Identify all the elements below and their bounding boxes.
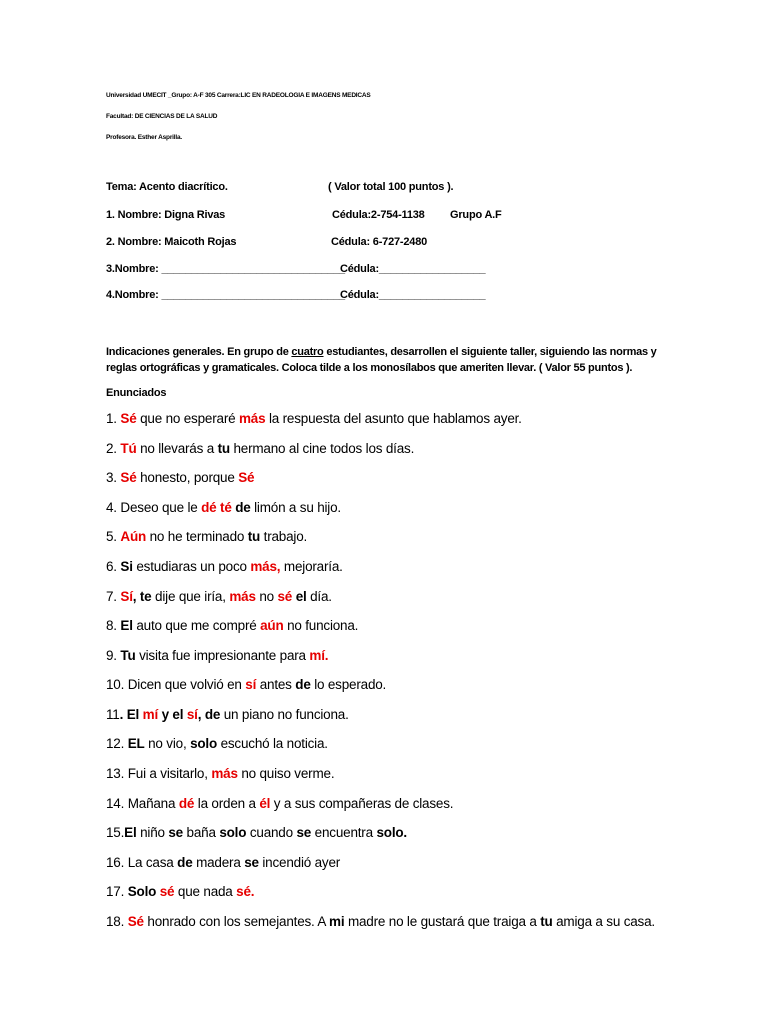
item-answer: más <box>238 411 266 426</box>
exercise-item-6 <box>106 559 343 574</box>
valor-total: ( Valor total 100 puntos ). <box>328 181 454 193</box>
item-answer: El <box>124 825 137 840</box>
item-answer: Sé <box>127 914 144 929</box>
item-text: escuchó la noticia. <box>217 736 328 751</box>
item-answer: Tú <box>120 441 137 456</box>
item-text: la respuesta del asunto que hablamos ayer. <box>265 411 522 426</box>
item-text: baña <box>182 825 220 840</box>
item-text: 18. <box>106 914 128 929</box>
item-text: mejoraría. <box>280 559 343 574</box>
item-text: encuentra <box>311 825 377 840</box>
item-answer: dé té <box>201 500 232 515</box>
item-text: 12. <box>106 736 128 751</box>
item-answer: EL <box>127 736 145 751</box>
item-text: 17. <box>106 884 128 899</box>
exercise-item-16 <box>106 855 340 870</box>
exercise-item-2 <box>106 441 414 456</box>
exercise-item-13 <box>106 766 334 781</box>
item-answer: solo. <box>376 825 407 840</box>
item-text: 16. La casa <box>106 855 178 870</box>
item-answer: Tu <box>120 648 136 663</box>
item-answer: solo <box>190 736 218 751</box>
item-text: no he terminado <box>146 529 248 544</box>
item-text: no funciona. <box>283 618 359 633</box>
indications-text-2: estudiantes, desarrollen el siguiente taller, siguiendo las normas y reglas ortográficas y gramaticales. Coloca tilde a los monosílabos que ameriten llevar. ( Valor 55 puntos ). <box>106 346 657 374</box>
item-text: , <box>197 707 205 722</box>
item-answer: El <box>120 618 133 633</box>
item-answer: de <box>235 500 251 515</box>
item-text: 4. Deseo que le <box>106 500 202 515</box>
item-text: no quiso verme. <box>237 766 335 781</box>
item-answer: tu <box>217 441 230 456</box>
student-3-cedula: Cédula:__________________ <box>340 263 486 275</box>
exercise-item-1 <box>106 411 522 426</box>
item-text: un piano no funciona. <box>220 707 349 722</box>
student-2-name: 2. Nombre: Maicoth Rojas <box>106 236 237 248</box>
item-answer: mí <box>142 707 159 722</box>
item-text: día. <box>306 589 332 604</box>
exercise-item-9 <box>106 648 328 663</box>
item-answer: el <box>295 589 307 604</box>
item-answer: Aún <box>120 529 147 544</box>
item-text: que no esperaré <box>136 411 239 426</box>
item-answer: aún <box>260 618 284 633</box>
item-answer: Sé <box>120 470 137 485</box>
item-answer: Sí <box>120 589 133 604</box>
item-text: cuando <box>246 825 297 840</box>
student-2-cedula: Cédula: 6-727-2480 <box>331 236 428 248</box>
item-text: lo esperado. <box>310 677 387 692</box>
item-text: honesto, porque <box>136 470 239 485</box>
header-university: Universidad UMECIT _Grupo: A-F 305 Carrera:LIC EN RADEOLOGIA E IMAGENS MEDICAS <box>106 92 371 99</box>
indications-text: Indicaciones generales. En grupo de <box>106 346 292 358</box>
item-text: 5. <box>106 529 121 544</box>
item-answer: Solo <box>127 884 157 899</box>
item-text: trabajo. <box>260 529 308 544</box>
item-answer: mí. <box>309 648 329 663</box>
exercise-item-10 <box>106 677 386 692</box>
exercise-item-17 <box>106 884 254 899</box>
student-1-name: 1. Nombre: Digna Rivas <box>106 209 226 221</box>
item-text: hermano al cine todos los días. <box>229 441 415 456</box>
exercise-item-4 <box>106 500 341 515</box>
item-answer: se <box>296 825 312 840</box>
item-answer: Sé <box>238 470 255 485</box>
item-answer: solo <box>219 825 247 840</box>
item-text: niño <box>136 825 169 840</box>
item-text: incendió ayer <box>258 855 341 870</box>
exercise-item-8 <box>106 618 358 633</box>
item-text: la orden a <box>194 796 260 811</box>
item-answer: él <box>259 796 271 811</box>
exercise-item-18 <box>106 914 655 929</box>
item-text: antes <box>256 677 296 692</box>
item-answer: más <box>229 589 256 604</box>
item-text: madera <box>192 855 245 870</box>
item-answer: te <box>139 589 152 604</box>
item-text: 8. <box>106 618 121 633</box>
item-answer: dé <box>178 796 195 811</box>
item-answer: sé <box>277 589 293 604</box>
item-answer: sí <box>186 707 198 722</box>
item-text: 10. Dicen que volvió en <box>106 677 246 692</box>
general-indications <box>106 344 666 376</box>
item-text: honrado con los semejantes. A <box>143 914 330 929</box>
exercise-item-15 <box>106 825 407 840</box>
item-text: y a sus compañeras de clases. <box>270 796 454 811</box>
exercise-item-12 <box>106 736 328 751</box>
indications-underlined: cuatro <box>291 346 324 358</box>
header-faculty: Facultad: DE CIENCIAS DE LA SALUD <box>106 113 218 120</box>
item-answer: Sé <box>120 411 137 426</box>
item-text: 11 <box>106 707 120 722</box>
exercise-item-14 <box>106 796 453 811</box>
exercise-item-11 <box>106 707 349 722</box>
item-answer: se <box>168 825 183 840</box>
item-text: amiga a su casa. <box>552 914 655 929</box>
exercise-item-3 <box>106 470 254 485</box>
item-answer: tu <box>540 914 553 929</box>
item-text: 1. <box>106 411 121 426</box>
item-text: visita fue impresionante para <box>135 648 310 663</box>
item-answer: de <box>177 855 193 870</box>
item-text: 9. <box>106 648 121 663</box>
item-text: madre no le gustará que traiga a <box>344 914 541 929</box>
item-answer: sé <box>159 884 175 899</box>
item-text: 6. <box>106 559 121 574</box>
student-4-name: 4.Nombre: _______________________________ <box>106 289 345 301</box>
student-1-grupo: Grupo A.F <box>450 209 502 221</box>
item-text: no llevarás a <box>136 441 218 456</box>
exercise-item-5 <box>106 529 307 544</box>
item-answer: se <box>244 855 259 870</box>
item-text: no <box>255 589 278 604</box>
item-answer: tu <box>247 529 261 544</box>
exercise-item-7 <box>106 589 332 604</box>
item-text: 14. Mañana <box>106 796 179 811</box>
item-answer: más <box>211 766 238 781</box>
student-1-cedula: Cédula:2-754-1138 <box>332 209 425 221</box>
item-text: 15. <box>106 825 125 840</box>
item-answer: Si <box>120 559 133 574</box>
item-text: que nada <box>174 884 237 899</box>
item-text: no vio, <box>144 736 191 751</box>
item-text: 2. <box>106 441 121 456</box>
tema-label: Tema: Acento diacrítico. <box>106 181 228 193</box>
item-answer: y el <box>161 707 184 722</box>
item-text: auto que me compré <box>132 618 261 633</box>
item-text: limón a su hijo. <box>250 500 341 515</box>
item-text: 13. Fui a visitarlo, <box>106 766 212 781</box>
item-answer: . El <box>119 707 140 722</box>
item-text: estudiaras un poco <box>132 559 251 574</box>
item-answer: sí <box>245 677 257 692</box>
item-answer: sé. <box>236 884 255 899</box>
item-answer: de <box>295 677 311 692</box>
item-text: , <box>132 589 140 604</box>
item-text: 7. <box>106 589 121 604</box>
enunciados-title: Enunciados <box>106 387 167 399</box>
header-professor: Profesora. Esther Asprilla. <box>106 134 182 141</box>
item-answer: más, <box>250 559 281 574</box>
item-answer: mi <box>329 914 345 929</box>
student-4-cedula: Cédula:__________________ <box>340 289 486 301</box>
student-3-name: 3.Nombre: _______________________________ <box>106 263 345 275</box>
item-text: 3. <box>106 470 121 485</box>
item-answer: de <box>204 707 221 722</box>
item-text: dije que iría, <box>151 589 230 604</box>
